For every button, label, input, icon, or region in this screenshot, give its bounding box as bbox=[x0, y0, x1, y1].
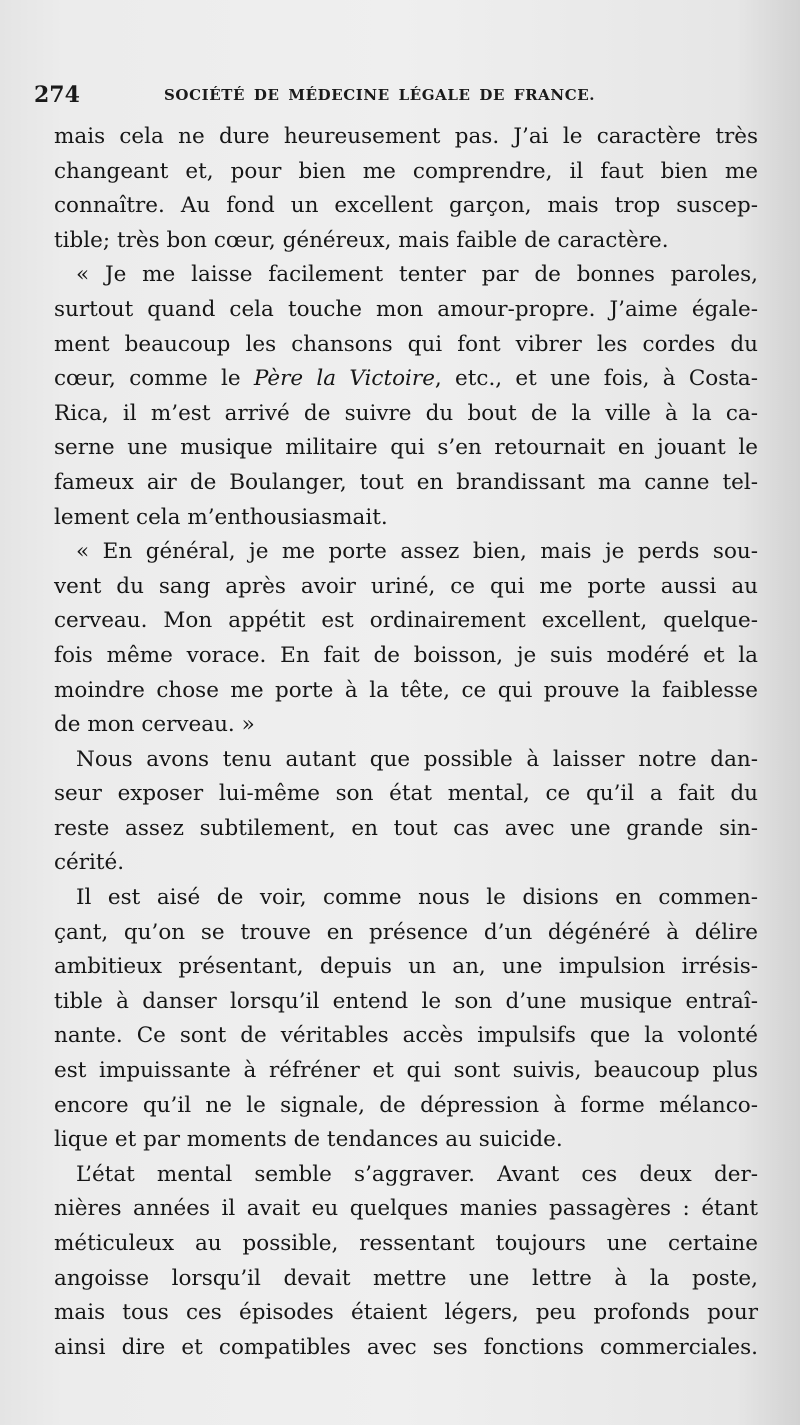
text-line: angoisse lorsqu’il devait mettre une lettre à la poste, bbox=[54, 1265, 758, 1291]
running-head: SOCIÉTÉ DE MÉDECINE LÉGALE DE FRANCE. bbox=[164, 86, 596, 104]
text-line: est impuissante à réfréner et qui sont suivis, beaucoup plus bbox=[54, 1058, 758, 1084]
text-line: « Je me laisse facilement tenter par de bonnes paroles, bbox=[76, 262, 758, 288]
text-line: tible; très bon cœur, généreux, mais faible de caractère. bbox=[54, 227, 669, 253]
text-line: surtout quand cela touche mon amour-propre. J’aime égale- bbox=[54, 296, 758, 322]
text-line: fameux air de Boulanger, tout en brandissant ma canne tel- bbox=[54, 469, 758, 495]
text-line: cerveau. Mon appétit est ordinairement excellent, quelque- bbox=[54, 608, 758, 634]
text-line: fois même vorace. En fait de boisson, je suis modéré et la bbox=[54, 642, 758, 668]
text-line: lement cela m’enthousiasmait. bbox=[54, 504, 388, 530]
text-line: seur exposer lui-même son état mental, ce qu’il a fait du bbox=[54, 781, 758, 807]
line-segment: , etc., et une fois, à Costa- bbox=[434, 366, 758, 392]
text-line: mais cela ne dure heureusement pas. J’ai le caractère très bbox=[54, 124, 758, 149]
song-title: Père la Victoire bbox=[253, 366, 435, 392]
text-line: moindre chose me porte à la tête, ce qui prouve la faiblesse bbox=[54, 677, 758, 703]
text-line: lique et par moments de tendances au suicide. bbox=[54, 1127, 563, 1153]
text-line: tible à danser lorsqu’il entend le son d’une musique entraî- bbox=[54, 988, 758, 1014]
line-segment: cœur, comme le bbox=[54, 366, 241, 392]
text-line: L’état mental semble s’aggraver. Avant ces deux der- bbox=[76, 1161, 758, 1187]
text-line: « En général, je me porte assez bien, mais je perds sou- bbox=[76, 539, 758, 565]
text-line-with-title bbox=[54, 362, 758, 397]
page-header bbox=[34, 82, 774, 116]
body-text bbox=[54, 120, 758, 1365]
text-line: de mon cerveau. » bbox=[54, 712, 255, 738]
text-line: connaître. Au fond un excellent garçon, mais trop suscep- bbox=[54, 193, 758, 219]
text-line: ainsi dire et compatibles avec ses fonctions commerciales. bbox=[54, 1334, 758, 1360]
text-line: serne une musique militaire qui s’en retournait en jouant le bbox=[54, 435, 758, 461]
text-line: Rica, il m’est arrivé de suivre du bout de la ville à la ca- bbox=[54, 400, 758, 426]
text-line: vent du sang après avoir uriné, ce qui me porte aussi au bbox=[54, 573, 758, 599]
text-line: nante. Ce sont de véritables accès impulsifs que la volonté bbox=[54, 1023, 758, 1049]
page-number: 274 bbox=[34, 82, 80, 108]
text-line: reste assez subtilement, en tout cas avec une grande sin- bbox=[54, 815, 758, 841]
text-line: ambitieux présentant, depuis un an, une impulsion irrésis- bbox=[54, 954, 758, 980]
text-line: cérité. bbox=[54, 850, 125, 876]
text-line: Nous avons tenu autant que possible à laisser notre dan- bbox=[76, 746, 758, 772]
text-line: méticuleux au possible, ressentant toujours une certaine bbox=[54, 1231, 758, 1256]
text-line: nières années il avait eu quelques manies passagères : étant bbox=[54, 1196, 758, 1222]
text-line: mais tous ces épisodes étaient légers, peu profonds pour bbox=[54, 1300, 758, 1326]
text-line: ment beaucoup les chansons qui font vibrer les cordes du bbox=[54, 331, 758, 357]
text-line: Il est aisé de voir, comme nous le disions en commen- bbox=[76, 885, 758, 911]
text-line: changeant et, pour bien me comprendre, il faut bien me bbox=[54, 158, 758, 184]
text-line: encore qu’il ne le signale, de dépression à forme mélanco- bbox=[54, 1092, 758, 1118]
text-line: çant, qu’on se trouve en présence d’un dégénéré à délire bbox=[54, 919, 758, 945]
